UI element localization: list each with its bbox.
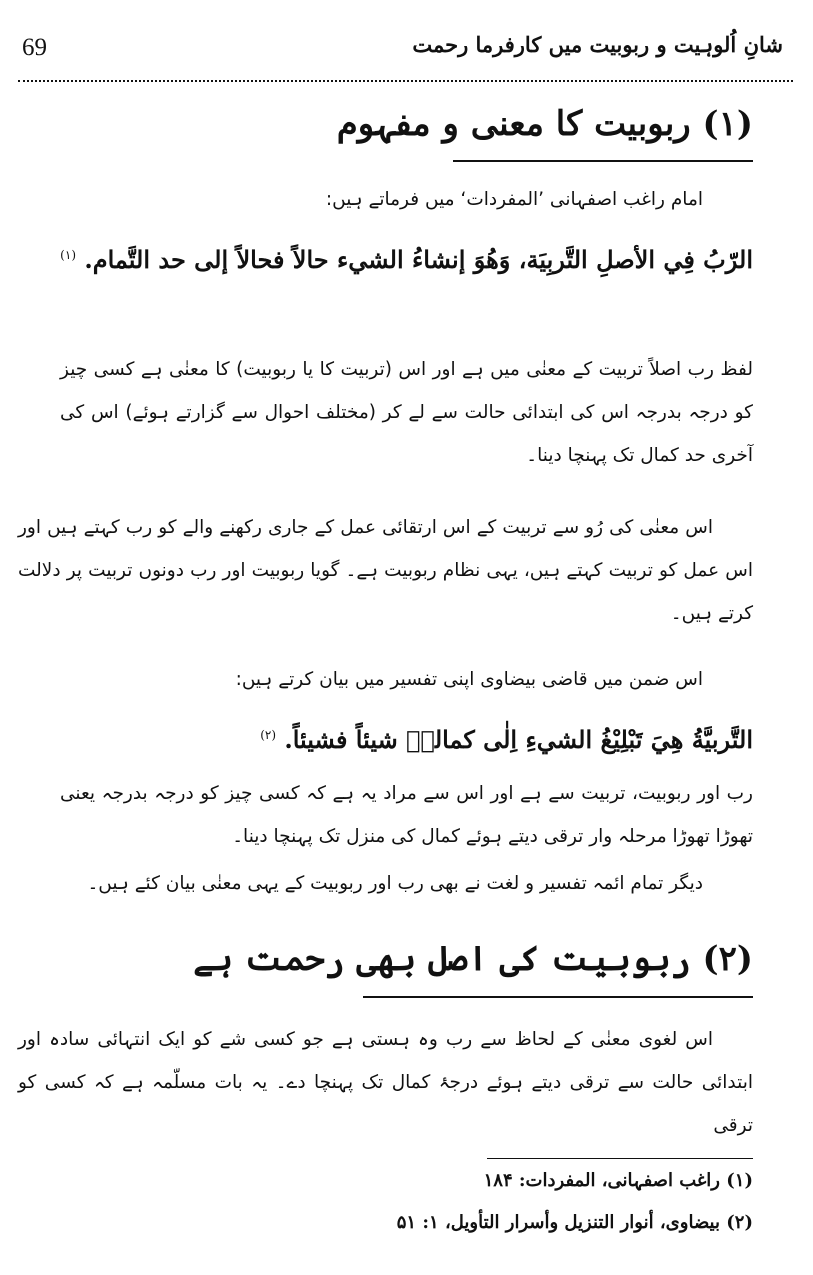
translation-paragraph-2: رب اور ربوبیت، تربیت سے ہے اور اس سے مراد یہ ہے کہ کسی چیز کو درجہ بدرجہ یعنی تھوڑا تھوڑا مرحلہ وار ترقی دیتے ہوئے کمال کی منزل تک پہنچا دینا۔ [60, 783, 753, 847]
footnote-marker-2: (۲) [260, 728, 277, 742]
paragraph-aimma: دیگر تمام ائمہ تفسیر و لغت نے بھی رب اور ربوبیت کے یہی معنٰی بیان کئے ہیں۔ [87, 873, 703, 894]
arabic-quote-2 [60, 712, 753, 763]
arabic-quote-2-text: التَّربيَّةُ هِيَ تَبْلِيْغُ الشيءِ اِلٰى كمالهٖ شيئاً فشيئاً. [284, 725, 753, 754]
section-heading-1: (۱) ربوبیت کا معنی و مفہوم [336, 104, 753, 144]
running-title: شانِ اُلوہیت و ربوبیت میں کارفرما رحمت [412, 32, 783, 57]
section-heading-1-underline [453, 160, 753, 162]
section-heading-2-underline [363, 996, 753, 998]
footnote-divider [487, 1158, 753, 1159]
footnote-1: (۱) راغب اصفہانی، المفردات: ۱۸۴ [483, 1170, 753, 1191]
baydawi-intro: اس ضمن میں قاضی بیضاوی اپنی تفسیر میں بیان کرتے ہیں: [235, 669, 703, 690]
footnote-marker-1: (۱) [60, 248, 76, 262]
paragraph-tarbiyat: اس معنٰی کی رُو سے تربیت کے اس ارتقائی عمل کے جاری رکھنے والے کو رب کہتے ہیں اور اس عمل کو تربیت کہتے ہیں، یہی نظام ربوبیت ہے۔ گویا ربوبیت اور رب دونوں تربیت پر دلالت کرتے ہیں۔ [18, 517, 753, 624]
section-heading-2: (۲) ربوبیت کی اصل بھی رحمت ہے [193, 939, 753, 979]
intro-line: امام راغب اصفہانی ’المفردات‘ میں فرماتے ہیں: [325, 189, 703, 210]
arabic-quote-1-text: الرّبُ فِي الأصلِ التَّربِيَة، وَهُوَ إنشاءُ الشيء حالاً فحالاً إلى حد التَّمام. [84, 245, 753, 274]
footnote-2: (۲) بیضاوی، أنوار التنزيل وأسرار التأويل، ۱: ۵۱ [396, 1212, 753, 1233]
header-divider [18, 80, 793, 82]
arabic-quote-1 [60, 232, 753, 283]
page-header [18, 30, 783, 70]
paragraph-rahmat: اس لغوی معنٰی کے لحاظ سے رب وہ ہستی ہے جو کسی شے کو ایک انتہائی سادہ اور ابتدائی حالت سے ترقی دیتے ہوئے درجۂ کمال تک پہنچا دے۔ یہ بات مسلّمہ ہے کہ کسی کو ترقی [18, 1029, 753, 1136]
page-number: 69 [22, 34, 47, 61]
translation-paragraph-1: لفظ رب اصلاً تربیت کے معنٰی میں ہے اور اس (تربیت کا یا ربوبیت) کا معنٰی ہے کسی چیز کو درجہ بدرجہ اس کی ابتدائی حالت سے لے کر (مختلف احوال سے گزارتے ہوئے) اس کی آخری حد کمال تک پہنچا دینا۔ [60, 359, 753, 466]
